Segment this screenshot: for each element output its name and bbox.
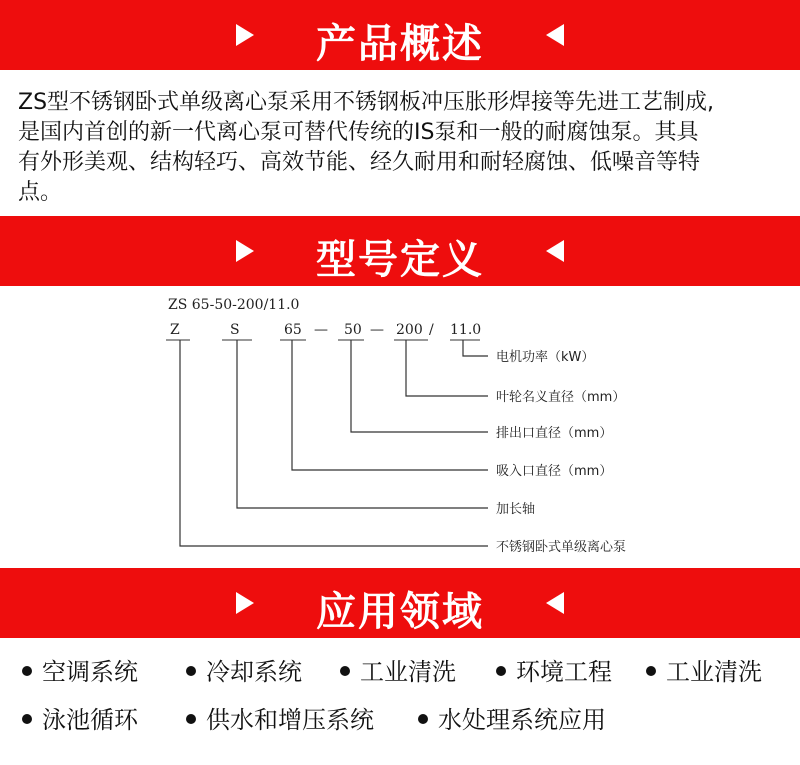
code-part: 200 bbox=[396, 322, 423, 338]
section-title: 应用领域 bbox=[316, 589, 484, 635]
description-line: 有外形美观、结构轻巧、高效节能、经久耐用和耐轻腐蚀、低噪音等特 bbox=[18, 150, 701, 175]
list-item: 泳池循环 bbox=[22, 705, 138, 735]
list-item: 冷却系统 bbox=[186, 657, 302, 687]
code-label: 排出口直径（mm） bbox=[496, 426, 613, 441]
arrow-left-icon bbox=[546, 240, 564, 262]
code-part: — bbox=[370, 322, 384, 338]
bullet-icon bbox=[186, 714, 196, 724]
list-item: 水处理系统应用 bbox=[418, 705, 606, 735]
section-title: 产品概述 bbox=[316, 21, 484, 67]
product-description bbox=[18, 88, 788, 208]
bullet-icon bbox=[496, 666, 506, 676]
leader-lines bbox=[180, 340, 488, 546]
section-banner-model bbox=[0, 216, 800, 286]
section-banner-application bbox=[0, 568, 800, 638]
code-label: 不锈钢卧式单级离心泵 bbox=[496, 540, 627, 555]
section-title: 型号定义 bbox=[316, 237, 484, 283]
bullet-icon bbox=[418, 714, 428, 724]
code-label: 电机功率（kW） bbox=[496, 350, 595, 365]
code-part: 11.0 bbox=[450, 322, 482, 338]
list-item: 工业清洗 bbox=[340, 657, 456, 687]
description-line: ZS型不锈钢卧式单级离心泵采用不锈钢板冲压胀形焊接等先进工艺制成, bbox=[18, 90, 715, 115]
code-part: S bbox=[230, 322, 240, 338]
bullet-icon bbox=[22, 714, 32, 724]
bullet-icon bbox=[22, 666, 32, 676]
code-label: 吸入口直径（mm） bbox=[496, 464, 613, 479]
section-banner-overview bbox=[0, 0, 800, 70]
list-item: 工业清洗 bbox=[646, 657, 762, 687]
model-code-diagram bbox=[0, 286, 800, 568]
code-part: Z bbox=[170, 322, 180, 338]
list-item: 空调系统 bbox=[22, 657, 138, 687]
code-part: 65 bbox=[284, 322, 302, 338]
list-item: 环境工程 bbox=[496, 657, 612, 687]
bullet-icon bbox=[340, 666, 350, 676]
code-label: 叶轮名义直径（mm） bbox=[496, 390, 626, 405]
code-label: 加长轴 bbox=[496, 502, 536, 517]
bullet-icon bbox=[186, 666, 196, 676]
bullet-icon bbox=[646, 666, 656, 676]
description-line: 点。 bbox=[18, 180, 63, 205]
code-part: / bbox=[429, 322, 434, 338]
list-item: 供水和增压系统 bbox=[186, 705, 374, 735]
arrow-left-icon bbox=[546, 592, 564, 614]
model-example: ZS 65-50-200/11.0 bbox=[168, 297, 300, 313]
code-part: 50 bbox=[344, 322, 362, 338]
code-part: — bbox=[314, 322, 328, 338]
description-line: 是国内首创的新一代离心泵可替代传统的IS泵和一般的耐腐蚀泵。其具 bbox=[18, 120, 699, 145]
arrow-left-icon bbox=[546, 24, 564, 46]
